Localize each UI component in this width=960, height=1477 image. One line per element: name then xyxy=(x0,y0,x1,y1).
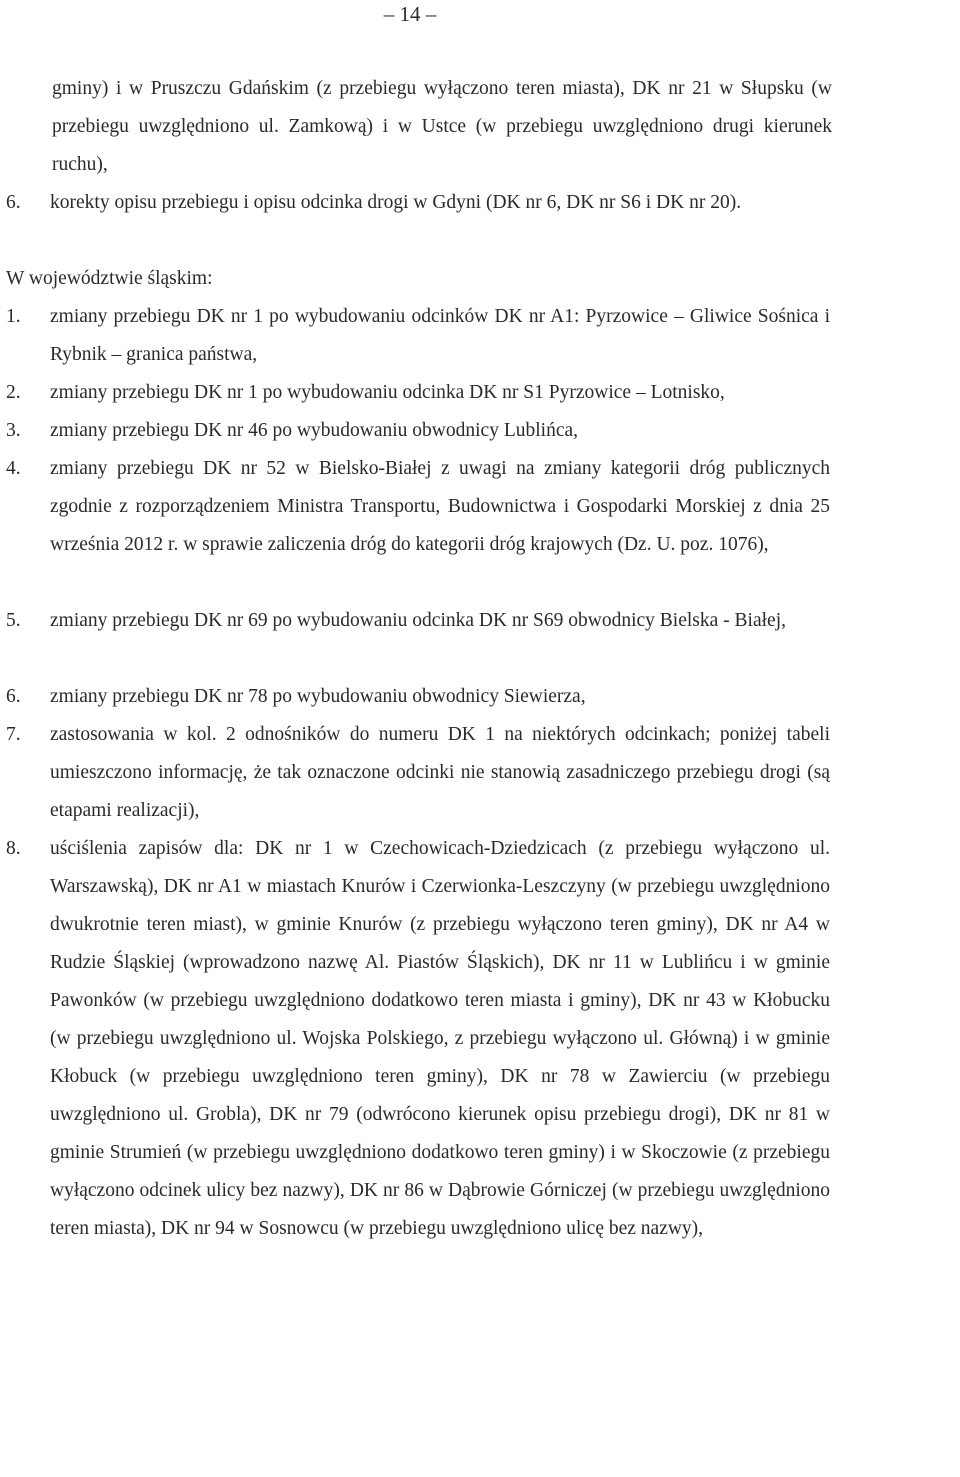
list-item-number: 1. xyxy=(6,306,21,327)
list-item-text: zmiany przebiegu DK nr 46 po wybudowaniu obwodnicy Lublińca, xyxy=(50,420,579,441)
list-item-number: 4. xyxy=(6,458,21,479)
continuation-paragraph: gminy) i w Pruszczu Gdańskim (z przebiegu wyłączono teren miasta), DK nr 21 w Słupsku (w przebiegu uwzględniono ul. Zamkową) i w Ustce (w przebiegu uwzględniono drugi kierunek ruchu), xyxy=(52,78,832,175)
list-item-number: 8. xyxy=(6,838,21,859)
list-item-text: zmiany przebiegu DK nr 1 po wybudowaniu odcinków DK nr A1: Pyrzowice – Gliwice Sośnica i Rybnik – granica państwa, xyxy=(50,306,830,365)
list-item-text: zmiany przebiegu DK nr 69 po wybudowaniu odcinka DK nr S69 obwodnicy Bielska - Białej, xyxy=(50,610,786,631)
list-item-number: 3. xyxy=(6,420,21,441)
section-heading: W województwie śląskim: xyxy=(6,268,213,289)
list-item-text: zastosowania w kol. 2 odnośników do numeru DK 1 na niektórych odcinkach; poniżej tabeli umieszczono informację, że tak oznaczone odcinki nie stanowią zasadniczego przebiegu drogi (są etapami realizacji), xyxy=(50,724,830,821)
list-item-text: zmiany przebiegu DK nr 52 w Bielsko-Białej z uwagi na zmiany kategorii dróg publicznych zgodnie z rozporządzeniem Ministra Transportu, Budownictwa i Gospodarki Morskiej z dnia 25 września 2012 r. w sprawie zaliczenia dróg do kategorii dróg krajowych (Dz. U. poz. 1076), xyxy=(50,458,830,555)
list-item-number: 6. xyxy=(6,686,21,707)
list-item-number: 6. xyxy=(6,192,21,213)
list-item-number: 5. xyxy=(6,610,21,631)
list-item-text: korekty opisu przebiegu i opisu odcinka drogi w Gdyni (DK nr 6, DK nr S6 i DK nr 20). xyxy=(50,192,742,213)
list-item-text: zmiany przebiegu DK nr 1 po wybudowaniu odcinka DK nr S1 Pyrzowice – Lotnisko, xyxy=(50,382,725,403)
page-number: – 14 – xyxy=(383,2,437,26)
list-item-number: 7. xyxy=(6,724,21,745)
list-item-text: zmiany przebiegu DK nr 78 po wybudowaniu obwodnicy Siewierza, xyxy=(50,686,586,707)
list-item-text: uściślenia zapisów dla: DK nr 1 w Czechowicach-Dziedzicach (z przebiegu wyłączono ul. Warszawską), DK nr A1 w miastach Knurów i Czerwionka-Leszczyny (w przebiegu uwzględniono dwukrotnie teren miast), w gminie Knurów (z przebiegu wyłączono teren gminy), DK nr A4 w Rudzie Śląskiej (wprowadzono nazwę Al. Piastów Śląskich), DK nr 11 w Lublińcu i w gminie Pawonków (w przebiegu uwzględniono dodatkowo teren miasta i gminy), DK nr 43 w Kłobucku (w przebiegu uwzględniono ul. Wojska Polskiego, z przebiegu wyłączono ul. Główną) i w gminie Kłobuck (w przebiegu uwzględniono teren gminy), DK nr 78 w Zawierciu (w przebiegu uwzględniono ul. Grobla), DK nr 79 (odwrócono kierunek opisu przebiegu drogi), DK nr 81 w gminie Strumień (w przebiegu uwzględniono dodatkowo teren gminy) i w Skoczowie (z przebiegu wyłączono odcinek ulicy bez nazwy), DK nr 86 w Dąbrowie Górniczej (w przebiegu uwzględniono teren miasta), DK nr 94 w Sosnowcu (w przebiegu uwzględniono ulicę bez nazwy), xyxy=(50,838,830,1239)
list-item-number: 2. xyxy=(6,382,21,403)
